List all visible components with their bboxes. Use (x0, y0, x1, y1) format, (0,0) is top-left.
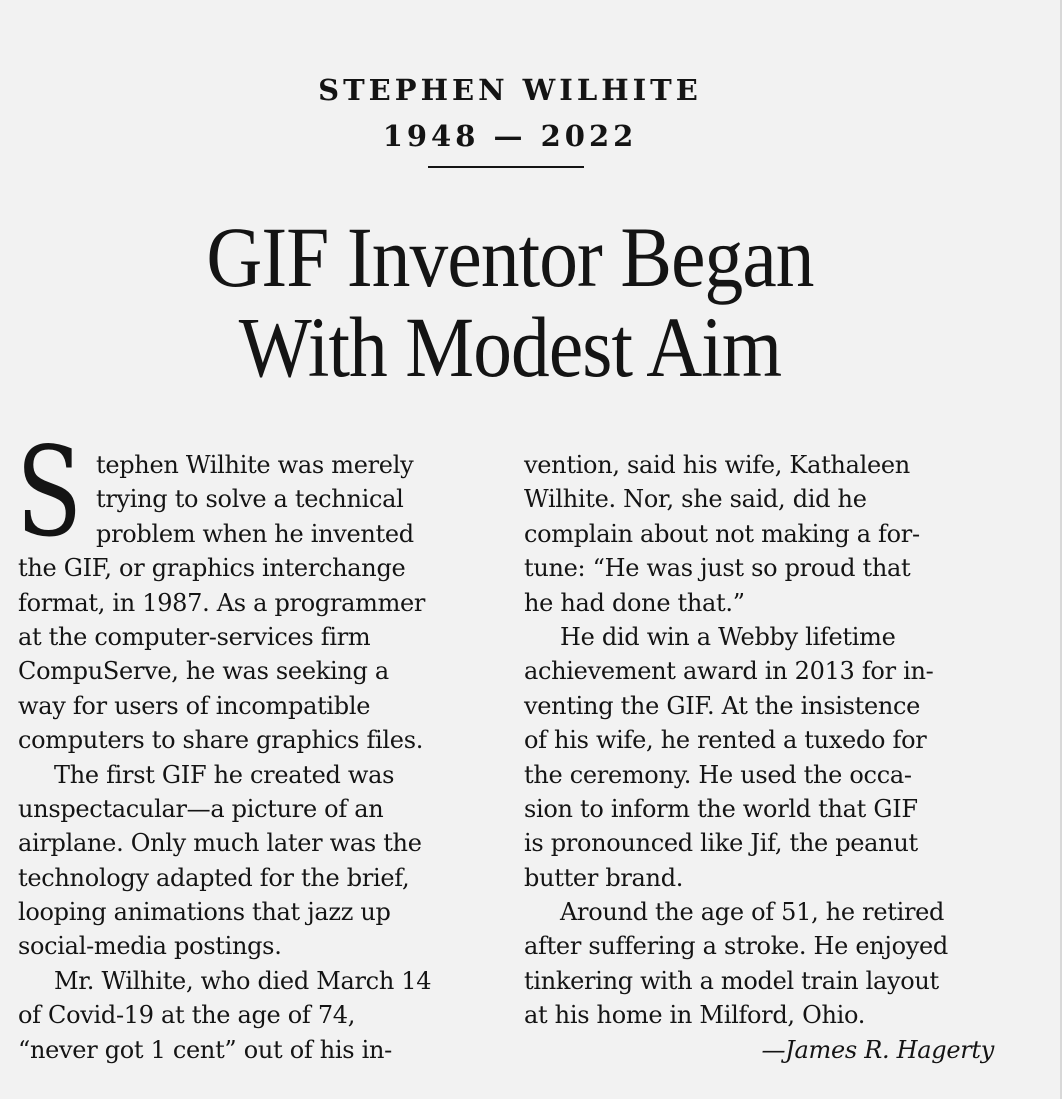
body-line: the GIF, or graphics interchange (18, 554, 406, 583)
divider-rule (428, 166, 584, 168)
body-line: the ceremony. He used the occa- (524, 760, 912, 789)
body-line: “never got 1 cent” out of his in- (18, 1035, 392, 1064)
body-line: format, in 1987. As a programmer (18, 588, 426, 617)
article-column-left (18, 448, 498, 1067)
body-line: at his home in Milford, Ohio. (524, 1001, 866, 1030)
body-line: trying to solve a technical (96, 485, 404, 514)
body-line: of his wife, he rented a tuxedo for (524, 726, 927, 755)
body-line: airplane. Only much later was the (18, 829, 422, 858)
body-line: achievement award in 2013 for in- (524, 657, 934, 686)
body-line: tephen Wilhite was merely (96, 451, 414, 479)
body-line: looping animations that jazz up (18, 898, 391, 927)
byline: —James R. Hagerty (761, 1035, 994, 1064)
body-line: Mr. Wilhite, who died March 14 (54, 966, 432, 995)
body-line: at the computer-services firm (18, 622, 371, 651)
article-column-right (524, 448, 1004, 1067)
headline-line-2: With Modest Aim (238, 299, 782, 395)
body-line: technology adapted for the brief, (18, 863, 410, 892)
body-line: social-media postings. (18, 932, 282, 961)
body-line: vention, said his wife, Kathaleen (524, 451, 910, 479)
body-line: butter brand. (524, 863, 684, 892)
body-line: CompuServe, he was seeking a (18, 657, 389, 686)
body-line: tune: “He was just so proud that (524, 554, 911, 583)
body-line: problem when he invented (96, 519, 414, 548)
body-line: computers to share graphics files. (18, 726, 424, 755)
body-line: venting the GIF. At the insistence (524, 691, 921, 720)
body-line: unspectacular—a picture of an (18, 794, 384, 823)
obituary-dates: 1948 — 2022 (382, 119, 638, 153)
body-line: tinkering with a model train layout (524, 966, 939, 995)
body-line: He did win a Webby lifetime (560, 622, 896, 651)
body-line: sion to inform the world that GIF (524, 794, 918, 823)
body-line: complain about not making a for- (524, 519, 920, 548)
body-line: The first GIF he created was (54, 760, 395, 789)
drop-cap: S (16, 421, 83, 565)
body-line: Wilhite. Nor, she said, did he (524, 485, 867, 514)
body-line: of Covid-19 at the age of 74, (18, 1001, 356, 1030)
body-line: way for users of incompatible (18, 691, 371, 720)
body-line: is pronounced like Jif, the peanut (524, 829, 918, 858)
obituary-name: STEPHEN WILHITE (318, 73, 702, 107)
headline-line-1: GIF Inventor Began (206, 209, 814, 305)
body-line: after suffering a stroke. He enjoyed (524, 932, 948, 961)
body-line: Around the age of 51, he retired (560, 898, 945, 927)
body-line: he had done that.” (524, 588, 745, 617)
